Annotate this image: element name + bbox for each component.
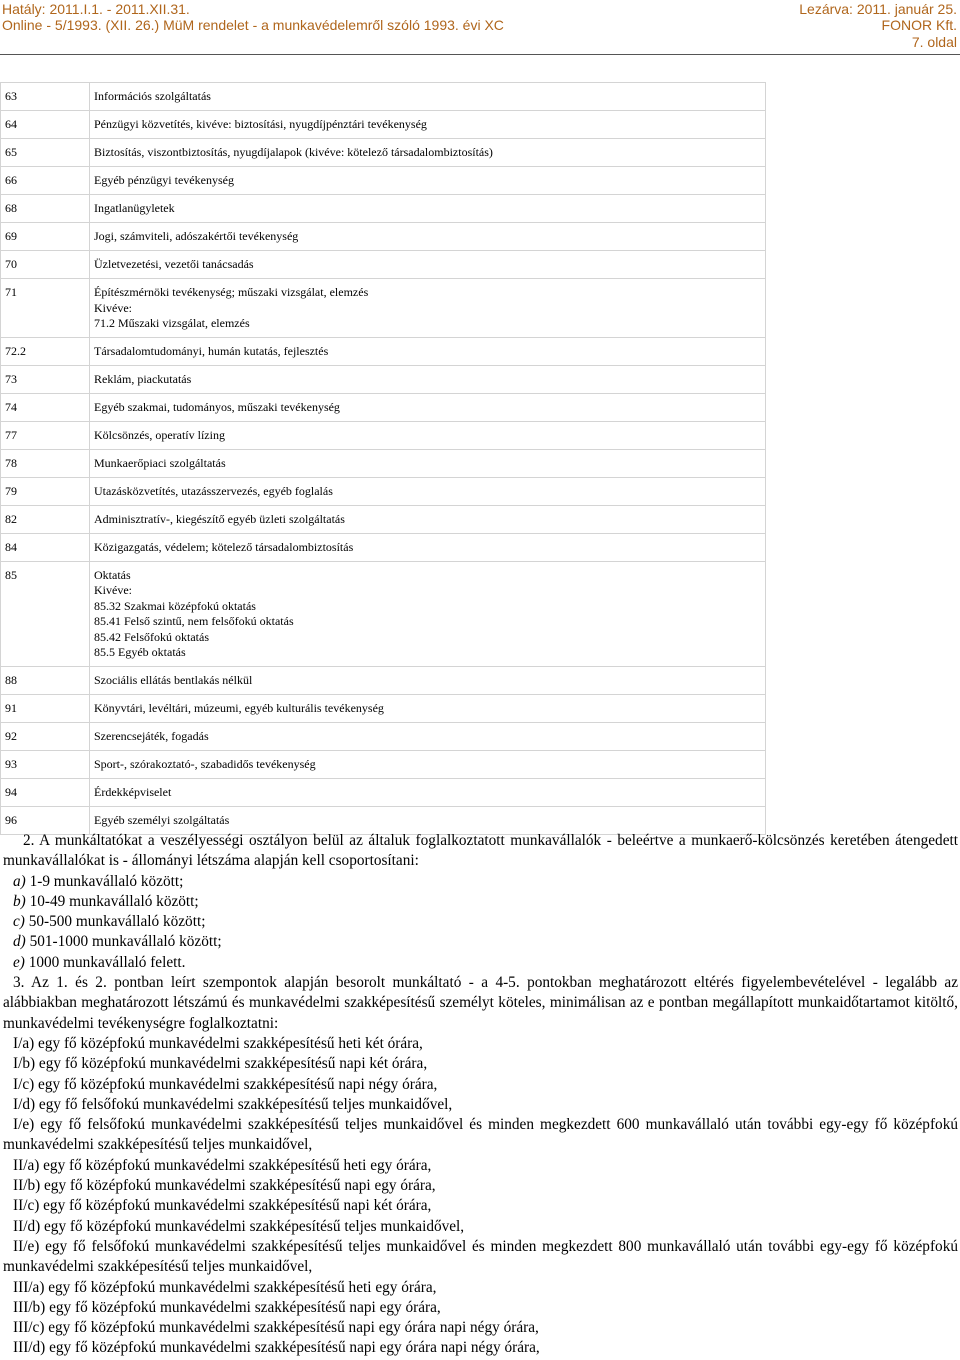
activity-code: 96 <box>1 806 90 834</box>
list-item-text: 50-500 munkavállaló között; <box>24 913 206 931</box>
description-line: Biztosítás, viszontbiztosítás, nyugdíjalapok (kivéve: kötelező társadalombiztosítás) <box>94 145 493 159</box>
list-item: I/b) egy fő középfokú munkavédelmi szakképesítésű napi két órára, <box>13 1055 428 1073</box>
description-line: Egyéb személyi szolgáltatás <box>94 812 230 827</box>
table-row <box>1 251 766 279</box>
list-item-label: e) <box>13 953 25 971</box>
table-row <box>1 666 766 694</box>
activity-code: 64 <box>1 111 90 139</box>
activity-code: 85 <box>1 561 90 666</box>
activity-code: 82 <box>1 505 90 533</box>
activity-code: 91 <box>1 694 90 722</box>
activity-code: 63 <box>1 83 90 111</box>
activity-description <box>90 778 766 806</box>
activity-description <box>90 666 766 694</box>
list-item: II/c) egy fő középfokú munkavédelmi szakképesítésű napi két órára, <box>13 1197 432 1215</box>
activity-code: 79 <box>1 477 90 505</box>
description-line: 85.41 Felső szintű, nem felsőfokú oktatás <box>94 614 294 628</box>
table-row <box>1 449 766 477</box>
size-category-list <box>3 872 958 973</box>
list-item-text: 501-1000 munkavállaló között; <box>25 933 222 951</box>
description-line: Információs szolgáltatás <box>94 89 211 103</box>
table-row <box>1 533 766 561</box>
activity-description <box>90 195 766 223</box>
header-closed-date: Lezárva: 2011. január 25. <box>799 1 957 17</box>
activity-description <box>90 421 766 449</box>
list-item: II/b) egy fő középfokú munkavédelmi szakképesítésű napi egy órára, <box>13 1177 436 1195</box>
description-line: Egyéb szakmai, tudományos, műszaki tevékenység <box>94 399 340 414</box>
header-page-number: 7. oldal <box>911 34 957 50</box>
description-line: Kölcsönzés, operatív lízing <box>94 427 225 442</box>
header-publisher: FONOR Kft. <box>881 17 957 33</box>
list-item <box>3 932 958 952</box>
activity-description <box>90 365 766 393</box>
table-row <box>1 139 766 167</box>
activity-code: 93 <box>1 750 90 778</box>
description-line: Oktatás <box>94 567 131 582</box>
activity-code: 78 <box>1 449 90 477</box>
description-line: 71.2 Műszaki vizsgálat, elemzés <box>94 316 250 330</box>
header-validity: Hatály: 2011.I.1. - 2011.XII.31. <box>2 1 190 17</box>
list-item: I/c) egy fő középfokú munkavédelmi szakképesítésű napi négy órára, <box>13 1075 438 1093</box>
activity-code: 70 <box>1 251 90 279</box>
list-item-text: 1-9 munkavállaló között; <box>25 872 184 890</box>
list-item: III/d) egy fő középfokú munkavédelmi szakképesítésű napi egy órára napi négy órára, <box>13 1339 540 1357</box>
description-line: Kivéve: <box>94 300 132 315</box>
description-line: Közigazgatás, védelem; kötelező társadalombiztosítás <box>94 539 354 554</box>
activity-description <box>90 337 766 365</box>
activity-description <box>90 505 766 533</box>
table-row <box>1 393 766 421</box>
activity-description <box>90 722 766 750</box>
description-line: Sport-, szórakoztató-, szabadidős tevékenység <box>94 756 316 771</box>
activity-description <box>90 533 766 561</box>
list-item: II/d) egy fő középfokú munkavédelmi szakképesítésű teljes munkaidővel, <box>13 1217 465 1235</box>
description-line: Egyéb pénzügyi tevékenység <box>94 173 234 187</box>
description-line: 85.42 Felsőfokú oktatás <box>94 629 209 644</box>
activity-description <box>90 694 766 722</box>
description-line: Reklám, piackutatás <box>94 371 192 386</box>
table-row <box>1 111 766 139</box>
header-document-title: Online - 5/1993. (XII. 26.) MüM rendelet - a munkavédelemről szóló 1993. évi XC <box>2 17 504 33</box>
activity-description <box>90 83 766 111</box>
activity-description <box>90 750 766 778</box>
activity-code: 69 <box>1 223 90 251</box>
activity-code: 73 <box>1 365 90 393</box>
description-line: Üzletvezetési, vezetői tanácsadás <box>94 257 254 271</box>
activity-code: 94 <box>1 778 90 806</box>
activity-code: 66 <box>1 167 90 195</box>
list-item <box>3 953 958 973</box>
activity-code-table <box>0 82 766 835</box>
activity-description <box>90 393 766 421</box>
table-row <box>1 750 766 778</box>
activity-code: 77 <box>1 421 90 449</box>
activity-code: 72.2 <box>1 337 90 365</box>
activity-description <box>90 561 766 666</box>
description-line: Szociális ellátás bentlakás nélkül <box>94 672 253 687</box>
table-row <box>1 421 766 449</box>
description-line: Jogi, számviteli, adószakértői tevékenység <box>94 229 299 243</box>
table-row <box>1 83 766 111</box>
list-item: I/d) egy fő felsőfokú munkavédelmi szakképesítésű teljes munkaidővel, <box>13 1095 453 1113</box>
description-line: Utazásközvetítés, utazásszervezés, egyéb foglalás <box>94 483 333 498</box>
description-line: 85.5 Egyéb oktatás <box>94 645 186 659</box>
table-row <box>1 167 766 195</box>
list-item: III/c) egy fő középfokú munkavédelmi szakképesítésű napi egy órára napi négy órára, <box>13 1319 539 1337</box>
document-body <box>3 831 958 1359</box>
list-item <box>3 872 958 892</box>
table-row <box>1 806 766 834</box>
list-item-label: a) <box>13 872 26 890</box>
list-item-label: d) <box>13 933 26 951</box>
table-row <box>1 722 766 750</box>
table-row <box>1 195 766 223</box>
description-line: Könyvtári, levéltári, múzeumi, egyéb kulturális tevékenység <box>94 700 384 715</box>
list-item-label: b) <box>13 892 26 910</box>
description-line: Szerencsejáték, fogadás <box>94 728 209 743</box>
activity-description <box>90 449 766 477</box>
activity-code: 84 <box>1 533 90 561</box>
table-row <box>1 694 766 722</box>
table-row <box>1 365 766 393</box>
activity-code: 74 <box>1 393 90 421</box>
table-row <box>1 778 766 806</box>
activity-description <box>90 223 766 251</box>
paragraph-3: 3. Az 1. és 2. pontban leírt szempontok alapján besorolt munkáltató - a 4-5. pontokban meghatározott eltérés figyelembevételével - legalább az alábbiakban meghatározott létszámú és munkavédelmi szakképesítésű személyt köteles, minimálisan az e pontban megállapított munkaidőtartamot kitöltő, munkavédelmi tevékenységre foglalkoztatni: <box>3 974 958 1032</box>
list-item-text: 10-49 munkavállaló között; <box>25 892 199 910</box>
table-row <box>1 337 766 365</box>
description-line: Társadalomtudományi, humán kutatás, fejlesztés <box>94 343 329 358</box>
list-item: II/a) egy fő középfokú munkavédelmi szakképesítésű heti egy órára, <box>13 1156 432 1174</box>
activity-code: 88 <box>1 666 90 694</box>
page-header <box>0 0 960 55</box>
activity-code: 65 <box>1 139 90 167</box>
table-row <box>1 279 766 338</box>
table-row <box>1 477 766 505</box>
list-item: II/e) egy fő felsőfokú munkavédelmi szakképesítésű teljes munkaidővel és minden megkezdett 800 munkavállaló után további egy-egy fő középfokú munkavédelmi szakképesítésű teljes munkaidővel, <box>3 1237 958 1276</box>
staffing-requirement-list <box>3 1034 958 1359</box>
description-line: 85.32 Szakmai középfokú oktatás <box>94 598 256 613</box>
activity-code: 68 <box>1 195 90 223</box>
activity-description <box>90 477 766 505</box>
description-line: Érdekképviselet <box>94 784 172 799</box>
description-line: Építészmérnöki tevékenység; műszaki vizsgálat, elemzés <box>94 285 369 299</box>
list-item: III/b) egy fő középfokú munkavédelmi szakképesítésű napi egy órára, <box>13 1298 441 1316</box>
description-line: Kivéve: <box>94 583 132 597</box>
description-line: Pénzügyi közvetítés, kivéve: biztosítási, nyugdíjpénztári tevékenység <box>94 117 427 131</box>
activity-description <box>90 806 766 834</box>
paragraph-2: 2. A munkáltatókat a veszélyességi osztályon belül az általuk foglalkoztatott munkavállalók - beleértve a munkaerő-kölcsönzés keretében átengedett munkavállalókat is - állományi létszáma alapján kell csoportosítani: <box>3 832 958 870</box>
activity-code: 71 <box>1 279 90 338</box>
activity-code: 92 <box>1 722 90 750</box>
table-row <box>1 223 766 251</box>
header-divider <box>0 54 960 55</box>
list-item: III/a) egy fő középfokú munkavédelmi szakképesítésű heti egy órára, <box>13 1278 437 1296</box>
activity-description <box>90 111 766 139</box>
description-line: Munkaerőpiaci szolgáltatás <box>94 455 226 470</box>
list-item-text: 1000 munkavállaló felett. <box>24 953 186 971</box>
list-item <box>3 912 958 932</box>
table-row <box>1 505 766 533</box>
list-item <box>3 892 958 912</box>
description-line: Adminisztratív-, kiegészítő egyéb üzleti szolgáltatás <box>94 511 345 526</box>
list-item-label: c) <box>13 913 25 931</box>
activity-description <box>90 279 766 338</box>
list-item: I/a) egy fő középfokú munkavédelmi szakképesítésű heti két órára, <box>13 1034 423 1052</box>
activity-description <box>90 167 766 195</box>
table-row <box>1 561 766 666</box>
activity-description <box>90 251 766 279</box>
activity-description <box>90 139 766 167</box>
list-item: I/e) egy fő felsőfokú munkavédelmi szakképesítésű teljes munkaidővel és minden megkezdett 600 munkavállaló után további egy-egy fő középfokú munkavédelmi szakképesítésű teljes munkaidővel, <box>3 1116 958 1154</box>
description-line: Ingatlanügyletek <box>94 201 175 215</box>
